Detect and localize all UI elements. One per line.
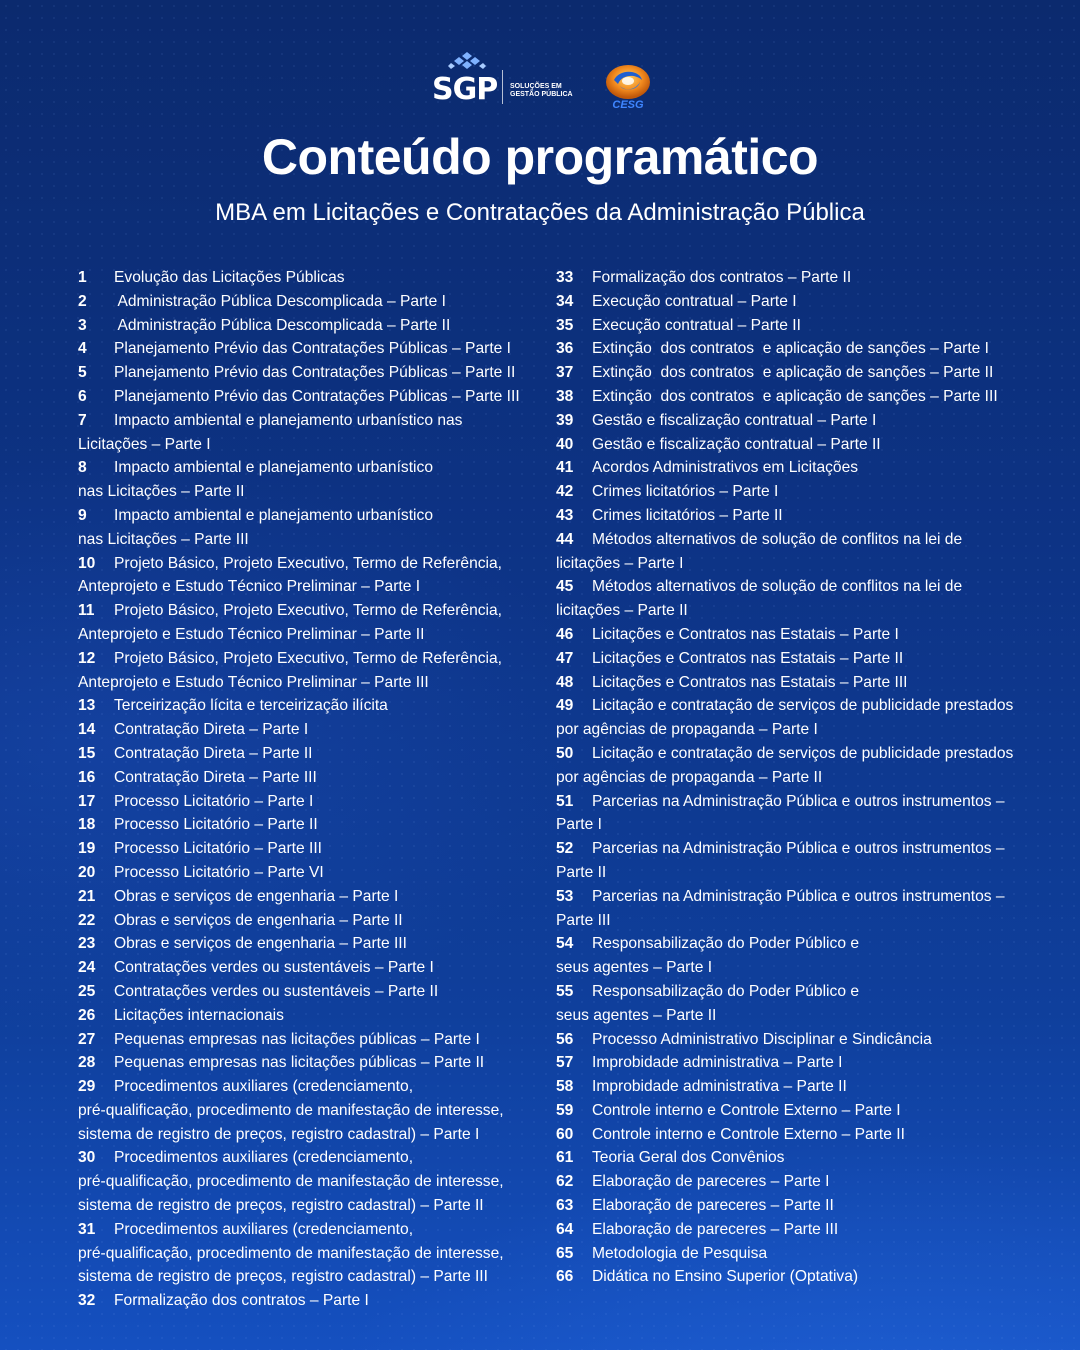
item-title-continuation: sistema de registro de preços, registro cadastral) – Parte I [78, 1125, 480, 1143]
item-number: 40 [556, 435, 574, 453]
item-number: 23 [78, 935, 96, 953]
list-item-line [78, 1146, 538, 1170]
list-item [556, 790, 1036, 838]
item-title: Gestão e fiscalização contratual – Parte II [592, 435, 881, 453]
list-item [78, 790, 538, 814]
item-number: 31 [78, 1220, 96, 1238]
list-item [78, 504, 538, 552]
list-item-line [556, 1075, 1036, 1099]
list-item-line [556, 790, 1036, 814]
list-item-line [556, 1051, 1036, 1075]
item-title: Projeto Básico, Projeto Executivo, Termo de Referência, [114, 554, 503, 572]
item-title: Parcerias na Administração Pública e outros instrumentos – [592, 840, 1005, 858]
list-item-line [78, 409, 538, 433]
list-item [78, 742, 538, 766]
list-item-line [556, 337, 1036, 361]
item-title: Obras e serviços de engenharia – Parte I [114, 887, 399, 905]
item-title: Procedimentos auxiliares (credenciamento, [114, 1149, 414, 1167]
cesg-logo-icon [600, 62, 656, 110]
item-number: 64 [556, 1220, 574, 1238]
item-number: 28 [78, 1054, 96, 1072]
item-title: Administração Pública Descomplicada – Parte II [114, 316, 451, 334]
item-number: 61 [556, 1149, 574, 1167]
item-number: 50 [556, 744, 574, 762]
item-number: 24 [78, 959, 96, 977]
list-item-line [78, 956, 538, 980]
item-number: 55 [556, 982, 574, 1000]
item-title: Administração Pública Descomplicada – Parte I [114, 292, 446, 310]
item-title: Projeto Básico, Projeto Executivo, Termo de Referência, [114, 649, 503, 667]
list-item [556, 290, 1036, 314]
sgp-tagline [510, 83, 573, 99]
sgp-tagline-line-2: GESTÃO PÚBLICA [510, 91, 573, 98]
list-item-line [78, 1028, 538, 1052]
item-title-continuation: Anteprojeto e Estudo Técnico Preliminar – Parte II [78, 625, 425, 643]
list-item-line [78, 813, 538, 837]
list-item-line [556, 1218, 1036, 1242]
item-number: 56 [556, 1030, 574, 1048]
item-number: 65 [556, 1244, 574, 1262]
list-item-line [556, 528, 1036, 552]
list-item-line [556, 742, 1036, 766]
item-title: Processo Licitatório – Parte III [114, 840, 323, 858]
list-item [556, 837, 1036, 885]
item-title-continuation: nas Licitações – Parte III [78, 530, 249, 548]
list-item [556, 433, 1036, 457]
list-item-line [78, 385, 538, 409]
item-title-continuation: nas Licitações – Parte II [78, 483, 245, 501]
item-title: Planejamento Prévio das Contratações Públicas – Parte I [114, 340, 511, 358]
list-item-line [78, 861, 538, 885]
list-item-line [556, 575, 1036, 599]
list-item [556, 623, 1036, 647]
item-number: 9 [78, 506, 87, 524]
item-title: Impacto ambiental e planejamento urbanístico [114, 459, 433, 477]
item-number: 42 [556, 483, 574, 501]
list-item [556, 409, 1036, 433]
list-item [556, 266, 1036, 290]
item-number: 41 [556, 459, 574, 477]
item-number: 2 [78, 292, 87, 310]
item-number: 37 [556, 364, 574, 382]
item-number: 32 [78, 1292, 96, 1310]
list-item [556, 1242, 1036, 1266]
list-item-line [556, 932, 1036, 956]
item-number: 60 [556, 1125, 574, 1143]
list-item [78, 885, 538, 909]
list-item-line [78, 766, 538, 790]
item-title: Terceirização lícita e terceirização ilícita [114, 697, 388, 715]
program-list-left [78, 266, 538, 1313]
item-title: Procedimentos auxiliares (credenciamento, [114, 1220, 414, 1238]
list-item [556, 575, 1036, 623]
list-item-line [556, 385, 1036, 409]
list-item-line [556, 1099, 1036, 1123]
list-item [78, 266, 538, 290]
list-item [556, 480, 1036, 504]
list-item [78, 1075, 538, 1146]
list-item-line [78, 980, 538, 1004]
item-number: 8 [78, 459, 87, 477]
item-title: Licitação e contratação de serviços de publicidade prestados [592, 697, 1014, 715]
list-item [78, 1289, 538, 1313]
list-item [556, 504, 1036, 528]
item-number: 26 [78, 1006, 96, 1024]
list-item [556, 528, 1036, 576]
item-title-continuation: Parte I [556, 816, 602, 834]
item-number: 16 [78, 768, 96, 786]
item-title-continuation: licitações – Parte II [556, 602, 688, 620]
list-item [78, 647, 538, 695]
list-item-line [556, 837, 1036, 861]
header [0, 52, 1080, 112]
item-number: 51 [556, 792, 574, 810]
list-item [556, 647, 1036, 671]
item-number: 49 [556, 697, 574, 715]
list-item [556, 1028, 1036, 1052]
item-title: Licitações e Contratos nas Estatais – Parte III [592, 673, 908, 691]
logo-divider [502, 70, 503, 104]
list-item-line [78, 599, 538, 623]
list-item [556, 1123, 1036, 1147]
item-number: 54 [556, 935, 574, 953]
item-title: Didática no Ensino Superior (Optativa) [592, 1268, 859, 1286]
item-title: Improbidade administrativa – Parte II [592, 1078, 847, 1096]
list-item [78, 361, 538, 385]
item-number: 11 [78, 602, 95, 620]
item-title: Métodos alternativos de solução de conflitos na lei de [592, 530, 963, 548]
list-item-line [78, 909, 538, 933]
item-number: 34 [556, 292, 574, 310]
cesg-logo-text: CESG [612, 99, 644, 110]
list-item [78, 861, 538, 885]
list-item-line [556, 1146, 1036, 1170]
list-item [78, 1028, 538, 1052]
item-title-continuation: pré-qualificação, procedimento de manifestação de interesse, [78, 1101, 504, 1119]
program-list-right [556, 266, 1036, 1289]
item-number: 5 [78, 364, 87, 382]
list-item [78, 552, 538, 600]
sgp-wordmark: SGP [432, 72, 498, 107]
list-item [556, 314, 1036, 338]
item-title: Gestão e fiscalização contratual – Parte I [592, 411, 877, 429]
item-title: Responsabilização do Poder Público e [592, 982, 859, 1000]
list-item-line [556, 361, 1036, 385]
list-item-line [78, 1218, 538, 1242]
sgp-logo-icon [448, 52, 486, 72]
item-number: 43 [556, 506, 574, 524]
list-item [556, 885, 1036, 933]
item-title: Elaboração de pareceres – Parte II [592, 1197, 834, 1215]
item-number: 19 [78, 840, 96, 858]
item-number: 33 [556, 269, 574, 286]
list-item [556, 361, 1036, 385]
list-item [78, 694, 538, 718]
list-item-line [556, 409, 1036, 433]
item-title: Crimes licitatórios – Parte II [592, 506, 783, 524]
list-item [78, 766, 538, 790]
item-number: 53 [556, 887, 574, 905]
item-title: Processo Licitatório – Parte II [114, 816, 318, 834]
item-number: 45 [556, 578, 574, 596]
item-title: Elaboração de pareceres – Parte I [592, 1173, 830, 1191]
item-title: Acordos Administrativos em Licitações [592, 459, 859, 477]
list-item [78, 932, 538, 956]
item-number: 12 [78, 649, 96, 667]
list-item-line [78, 1075, 538, 1099]
list-item [78, 980, 538, 1004]
list-item-line [556, 290, 1036, 314]
item-title-continuation: Parte II [556, 863, 607, 881]
list-item [556, 1075, 1036, 1099]
item-title: Extinção dos contratos e aplicação de sanções – Parte II [592, 364, 994, 382]
list-item-line [556, 1265, 1036, 1289]
item-title-continuation: sistema de registro de preços, registro cadastral) – Parte II [78, 1197, 484, 1215]
item-title: Evolução das Licitações Públicas [114, 269, 345, 286]
list-item-line [556, 1123, 1036, 1147]
list-item-line [556, 885, 1036, 909]
list-item-line [556, 1242, 1036, 1266]
list-item-line [556, 314, 1036, 338]
list-item [78, 409, 538, 457]
item-number: 47 [556, 649, 574, 667]
list-item-line [556, 504, 1036, 528]
item-number: 17 [78, 792, 96, 810]
list-item-line [78, 290, 538, 314]
list-item [78, 456, 538, 504]
item-number: 25 [78, 982, 96, 1000]
item-number: 66 [556, 1268, 574, 1286]
item-number: 48 [556, 673, 574, 691]
list-item-line [78, 361, 538, 385]
list-item [78, 1218, 538, 1289]
item-number: 6 [78, 387, 87, 405]
item-number: 39 [556, 411, 574, 429]
list-item-line [556, 671, 1036, 695]
item-title: Métodos alternativos de solução de conflitos na lei de [592, 578, 963, 596]
item-title: Formalização dos contratos – Parte II [592, 269, 852, 286]
list-item-line [78, 885, 538, 909]
item-title: Licitações internacionais [114, 1006, 284, 1024]
list-item [556, 456, 1036, 480]
item-title: Licitações e Contratos nas Estatais – Parte I [592, 625, 899, 643]
list-item-line [78, 1004, 538, 1028]
item-title: Processo Administrativo Disciplinar e Sindicância [592, 1030, 932, 1048]
item-title: Contratações verdes ou sustentáveis – Parte I [114, 959, 434, 977]
item-title: Teoria Geral dos Convênios [592, 1149, 785, 1167]
item-title-continuation: por agências de propaganda – Parte I [556, 721, 818, 739]
list-item [556, 1146, 1036, 1170]
list-item-line [78, 694, 538, 718]
item-number: 35 [556, 316, 574, 334]
item-title: Contratações verdes ou sustentáveis – Parte II [114, 982, 439, 1000]
item-number: 4 [78, 340, 87, 358]
item-title: Impacto ambiental e planejamento urbanístico [114, 506, 433, 524]
item-number: 7 [78, 411, 87, 429]
item-title: Controle interno e Controle Externo – Parte II [592, 1125, 905, 1143]
item-number: 1 [78, 269, 87, 286]
list-item-line [556, 1194, 1036, 1218]
item-title-continuation: sistema de registro de preços, registro cadastral) – Parte III [78, 1268, 488, 1286]
item-number: 21 [78, 887, 96, 905]
list-item [556, 1170, 1036, 1194]
list-item [78, 956, 538, 980]
list-item-line [78, 1051, 538, 1075]
item-title-continuation: por agências de propaganda – Parte II [556, 768, 823, 786]
list-item [556, 337, 1036, 361]
list-item-line [556, 1170, 1036, 1194]
item-number: 20 [78, 863, 96, 881]
item-number: 13 [78, 697, 96, 715]
list-item-line [556, 980, 1036, 1004]
list-item [78, 599, 538, 647]
item-title: Licitação e contratação de serviços de publicidade prestados [592, 744, 1014, 762]
item-title: Execução contratual – Parte II [592, 316, 801, 334]
list-item [78, 909, 538, 933]
item-title: Processo Licitatório – Parte I [114, 792, 314, 810]
item-title: Parcerias na Administração Pública e outros instrumentos – [592, 792, 1005, 810]
item-title-continuation: licitações – Parte I [556, 554, 684, 572]
list-item-line [78, 837, 538, 861]
item-title: Improbidade administrativa – Parte I [592, 1054, 843, 1072]
list-item-line [78, 932, 538, 956]
item-title-continuation: pré-qualificação, procedimento de manifestação de interesse, [78, 1173, 504, 1191]
list-item [556, 1099, 1036, 1123]
list-item-line [78, 456, 538, 480]
item-title: Execução contratual – Parte I [592, 292, 797, 310]
list-item-line [78, 742, 538, 766]
item-number: 57 [556, 1054, 574, 1072]
list-item [78, 837, 538, 861]
item-title: Procedimentos auxiliares (credenciamento, [114, 1078, 414, 1096]
item-number: 58 [556, 1078, 574, 1096]
list-item [78, 1004, 538, 1028]
item-number: 30 [78, 1149, 96, 1167]
list-item [556, 1218, 1036, 1242]
item-title: Extinção dos contratos e aplicação de sanções – Parte III [592, 387, 998, 405]
item-number: 3 [78, 316, 87, 334]
list-item [556, 980, 1036, 1028]
sgp-logo [430, 52, 576, 110]
item-title: Contratação Direta – Parte I [114, 721, 309, 739]
list-item-line [78, 337, 538, 361]
item-title-continuation: Anteprojeto e Estudo Técnico Preliminar – Parte III [78, 673, 429, 691]
list-item-line [556, 623, 1036, 647]
list-item-line [556, 266, 1036, 290]
item-title: Processo Licitatório – Parte VI [114, 863, 324, 881]
list-item [78, 314, 538, 338]
list-item-line [556, 694, 1036, 718]
item-title: Extinção dos contratos e aplicação de sanções – Parte I [592, 340, 990, 358]
item-number: 59 [556, 1101, 574, 1119]
list-item-line [556, 456, 1036, 480]
item-number: 52 [556, 840, 574, 858]
item-title: Projeto Básico, Projeto Executivo, Termo de Referência, [114, 602, 503, 620]
item-title-continuation: pré-qualificação, procedimento de manifestação de interesse, [78, 1244, 504, 1262]
list-item [556, 932, 1036, 980]
item-number: 18 [78, 816, 96, 834]
item-title-continuation: seus agentes – Parte I [556, 959, 713, 977]
list-item-line [78, 790, 538, 814]
item-title-continuation: seus agentes – Parte II [556, 1006, 717, 1024]
item-title: Contratação Direta – Parte III [114, 768, 317, 786]
list-item [78, 813, 538, 837]
item-title: Contratação Direta – Parte II [114, 744, 313, 762]
item-title: Planejamento Prévio das Contratações Públicas – Parte II [114, 364, 516, 382]
list-item-line [556, 433, 1036, 457]
list-item [78, 290, 538, 314]
item-number: 38 [556, 387, 574, 405]
list-item [556, 1051, 1036, 1075]
list-item-line [78, 314, 538, 338]
item-title: Planejamento Prévio das Contratações Públicas – Parte III [114, 387, 520, 405]
list-item [556, 742, 1036, 790]
list-item-line [78, 718, 538, 742]
item-number: 14 [78, 721, 96, 739]
item-number: 44 [556, 530, 574, 548]
item-title: Pequenas empresas nas licitações públicas – Parte II [114, 1054, 485, 1072]
item-title: Responsabilização do Poder Público e [592, 935, 859, 953]
item-title: Parcerias na Administração Pública e outros instrumentos – [592, 887, 1005, 905]
item-number: 29 [78, 1078, 96, 1096]
item-title-continuation: Anteprojeto e Estudo Técnico Preliminar – Parte I [78, 578, 421, 596]
list-item [78, 337, 538, 361]
item-title: Elaboração de pareceres – Parte III [592, 1220, 839, 1238]
item-number: 63 [556, 1197, 574, 1215]
sgp-tagline-line-1: SOLUÇÕES EM [510, 83, 562, 90]
list-item-line [556, 480, 1036, 504]
list-item [556, 1194, 1036, 1218]
list-item [556, 1265, 1036, 1289]
item-title: Licitações e Contratos nas Estatais – Parte II [592, 649, 904, 667]
item-title-continuation: Parte III [556, 911, 611, 929]
item-number: 22 [78, 911, 96, 929]
item-number: 15 [78, 744, 96, 762]
item-title: Controle interno e Controle Externo – Parte I [592, 1101, 901, 1119]
item-number: 46 [556, 625, 574, 643]
item-number: 36 [556, 340, 574, 358]
list-item [556, 694, 1036, 742]
item-number: 62 [556, 1173, 574, 1191]
page-title: Conteúdo programático [261, 129, 819, 185]
page-subtitle: MBA em Licitações e Contratações da Administração Pública [215, 199, 865, 226]
list-item-line [78, 552, 538, 576]
item-number: 27 [78, 1030, 96, 1048]
item-title: Crimes licitatórios – Parte I [592, 483, 779, 501]
list-item-line [556, 647, 1036, 671]
list-item [78, 718, 538, 742]
list-item-line [78, 504, 538, 528]
item-title-continuation: Licitações – Parte I [78, 435, 211, 453]
item-title: Pequenas empresas nas licitações públicas – Parte I [114, 1030, 480, 1048]
list-item [78, 385, 538, 409]
list-item-line [78, 266, 538, 290]
item-title: Obras e serviços de engenharia – Parte III [114, 935, 407, 953]
list-item [556, 385, 1036, 409]
item-title: Obras e serviços de engenharia – Parte II [114, 911, 403, 929]
list-item-line [78, 1289, 538, 1313]
item-number: 10 [78, 554, 96, 572]
item-title: Impacto ambiental e planejamento urbanístico nas [114, 411, 463, 429]
list-item-line [556, 1028, 1036, 1052]
item-title: Formalização dos contratos – Parte I [114, 1292, 369, 1310]
list-item [78, 1146, 538, 1217]
list-item-line [78, 647, 538, 671]
item-title: Metodologia de Pesquisa [592, 1244, 768, 1262]
list-item [556, 671, 1036, 695]
list-item [78, 1051, 538, 1075]
